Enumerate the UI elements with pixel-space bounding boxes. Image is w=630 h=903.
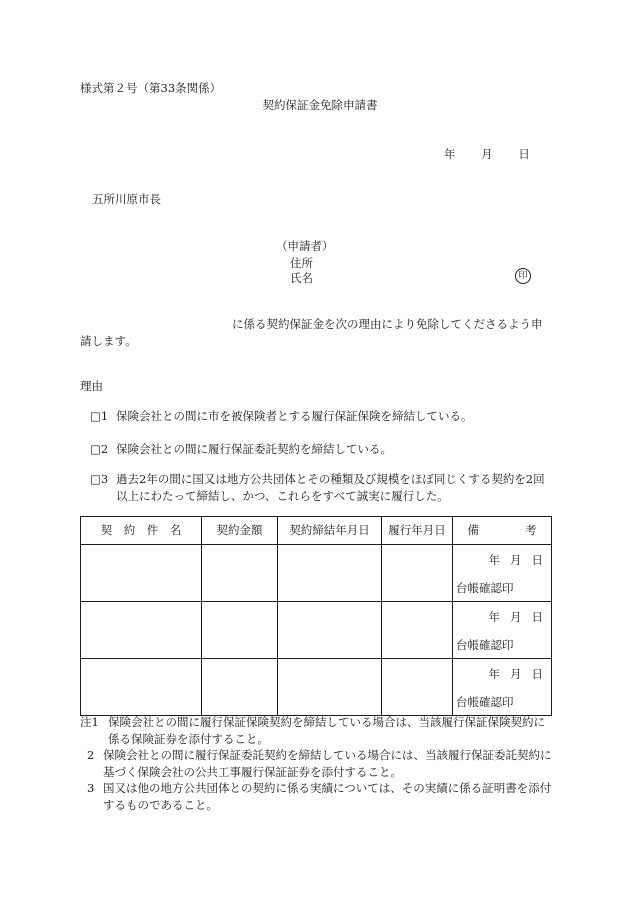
applicant-heading: （申請者） (276, 239, 334, 253)
remarks-date: 年 月 日 (488, 667, 543, 681)
reason-text-3: 過去2年の間に国又は地方公共団体とその種類及び規模をほぼ同じくする契約を2回以上にわたって締結し、かつ、これらをすべて誠実に履行した。 (116, 472, 545, 503)
header-remarks: 備 考 (453, 517, 552, 545)
cell-contract-amount (202, 545, 278, 602)
reason-item-2 (90, 441, 560, 458)
notes-section (80, 714, 555, 813)
note-number: 3 (87, 781, 95, 795)
checkbox-1: □1 (90, 409, 109, 423)
header-contract-date: 契約締結年月日 (278, 517, 382, 545)
reason-item-1 (90, 408, 560, 425)
note-item (80, 747, 555, 780)
reason-text-1: 保険会社との間に市を被保険者とする履行保証保険を締結している。 (116, 409, 473, 423)
checkbox-2: □2 (90, 442, 109, 456)
reason-item-3 (90, 471, 552, 505)
cell-remarks (453, 659, 552, 716)
note-item (80, 714, 555, 747)
date-day: 日 (518, 147, 530, 161)
note-number: 注1 (80, 715, 99, 729)
cell-performance-date (382, 545, 453, 602)
header-contract-amount: 契約金額 (202, 517, 278, 545)
name-label: 氏名 (290, 271, 313, 285)
cell-contract-name (81, 545, 202, 602)
header-performance-date: 履行年月日 (382, 517, 453, 545)
cell-contract-date (278, 545, 382, 602)
request-text: に係る契約保証金を次の理由により免除してくださるよう申請します。 (80, 317, 543, 348)
cell-performance-date (382, 602, 453, 659)
note-number: 2 (87, 748, 95, 762)
addressee: 五所川原市長 (92, 192, 161, 206)
table-row (81, 545, 552, 602)
cell-remarks (453, 602, 552, 659)
remarks-date: 年 月 日 (488, 553, 543, 567)
cell-contract-name (81, 602, 202, 659)
remarks-date: 年 月 日 (488, 610, 543, 624)
cell-remarks (453, 545, 552, 602)
address-label: 住所 (290, 256, 313, 270)
table-row (81, 659, 552, 716)
date-line (444, 146, 552, 163)
header-contract-name: 契 約 件 名 (81, 517, 202, 545)
note-text: 保険会社との間に履行保証委託契約を締結している場合には、当該履行保証委託契約に基づく保険会社の公共工事履行保証証券を添付すること。 (103, 748, 552, 779)
checkbox-3: □3 (90, 472, 109, 486)
cell-contract-amount (202, 602, 278, 659)
seal-mark: 印 (515, 268, 531, 284)
cell-contract-amount (202, 659, 278, 716)
note-item (80, 780, 555, 813)
date-month: 月 (481, 147, 493, 161)
note-text: 保険会社との間に履行保証保険契約を締結している場合は、当該履行保証保険契約に係る保険証券を添付すること。 (108, 715, 545, 746)
ledger-stamp-label: 台帳確認印 (456, 581, 514, 595)
date-year: 年 (444, 147, 456, 161)
cell-contract-name (81, 659, 202, 716)
contract-record-table (80, 516, 552, 716)
table-row (81, 602, 552, 659)
form-id: 様式第２号（第33条関係） (80, 81, 222, 95)
reason-heading: 理由 (80, 379, 103, 393)
ledger-stamp-label: 台帳確認印 (456, 638, 514, 652)
note-text: 国又は他の地方公共団体との契約に係る実績については、その実績に係る証明書を添付するものであること。 (103, 781, 552, 812)
document-title: 契約保証金免除申請書 (262, 98, 378, 112)
reason-text-2: 保険会社との間に履行保証委託契約を締結している。 (116, 442, 392, 456)
cell-performance-date (382, 659, 453, 716)
ledger-stamp-label: 台帳確認印 (456, 695, 514, 709)
cell-contract-date (278, 659, 382, 716)
table-header-row (81, 517, 552, 545)
cell-contract-date (278, 602, 382, 659)
